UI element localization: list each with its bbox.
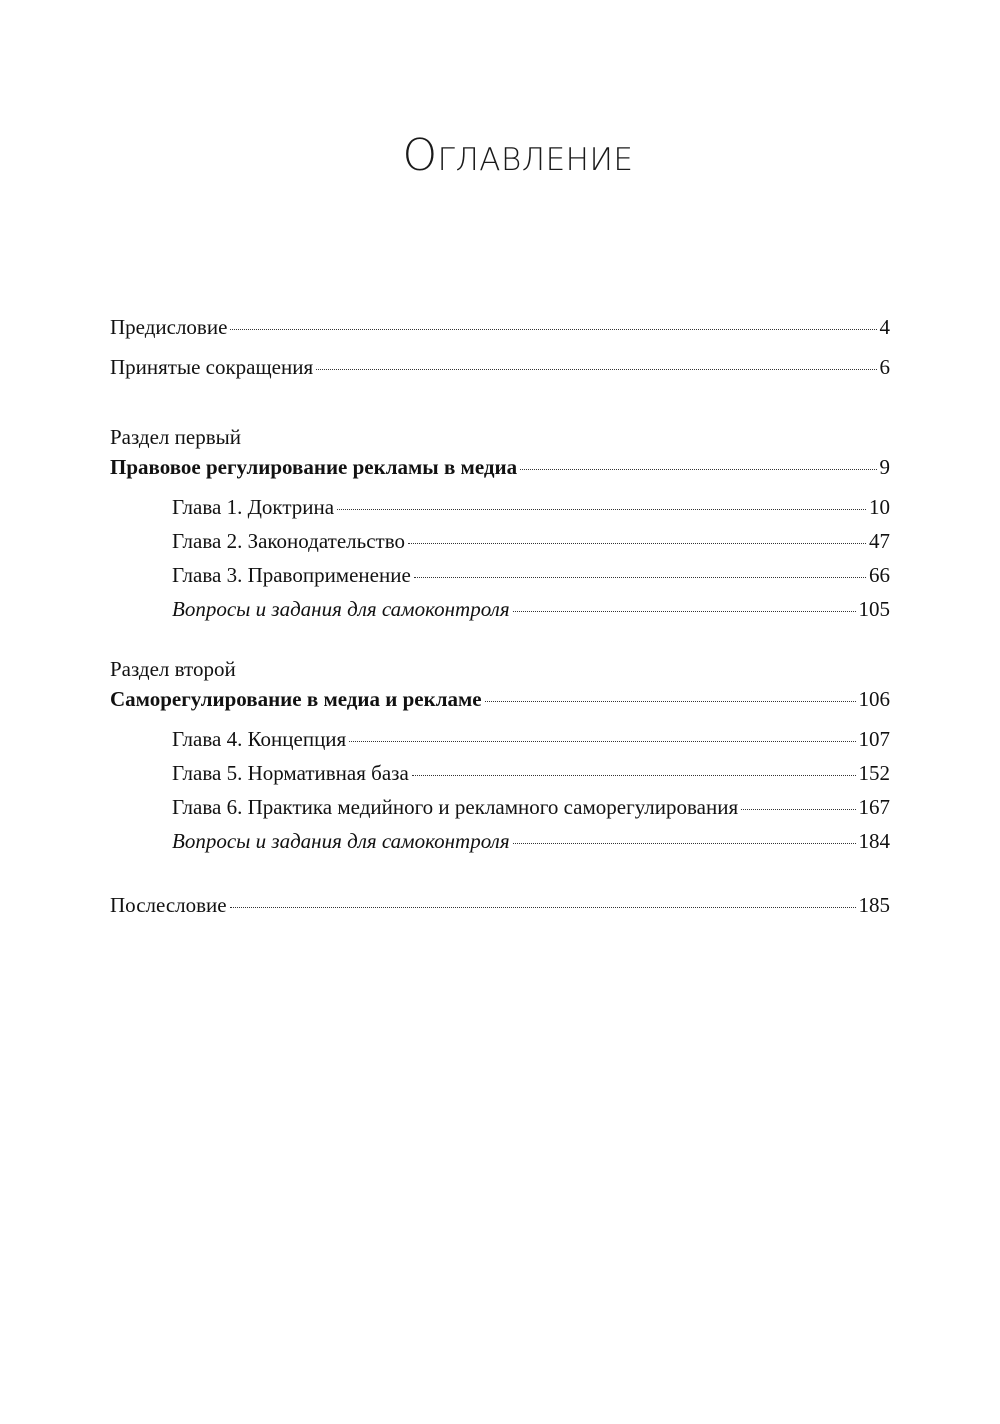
toc-entry-section-2-questions[interactable]: Вопросы и задания для самоконтроля 184 [172,829,890,853]
toc-entry-section-1[interactable]: Правовое регулирование рекламы в медиа 9 [110,455,890,479]
dot-leader [485,701,856,702]
dot-leader [741,809,855,810]
dot-leader [414,577,866,578]
dot-leader [520,469,876,470]
dot-leader [408,543,866,544]
toc-entry-afterword[interactable]: Послесловие 185 [110,893,890,917]
title-rest: ГЛАВЛЕНИЕ [437,142,634,178]
toc-entry-chapter-4[interactable]: Глава 4. Концепция 107 [172,727,890,751]
dot-leader [337,509,866,510]
dot-leader [349,741,855,742]
dot-leader [513,843,856,844]
title-initial: О [402,130,438,181]
toc-entry-chapter-5[interactable]: Глава 5. Нормативная база 152 [172,761,890,785]
dot-leader [513,611,856,612]
toc-entry-chapter-1[interactable]: Глава 1. Доктрина 10 [172,495,890,519]
toc-entry-abbreviations[interactable]: Принятые сокращения 6 [110,355,890,379]
toc-entry-chapter-6[interactable]: Глава 6. Практика медийного и рекламного саморегулирования 167 [172,795,890,819]
dot-leader [230,329,876,330]
dot-leader [316,369,876,370]
toc-entry-section-1-questions[interactable]: Вопросы и задания для самоконтроля 105 [172,597,890,621]
section-2-label: Раздел второй [110,657,236,681]
toc-entry-preface[interactable]: Предисловие 4 [110,315,890,339]
section-1-label: Раздел первый [110,425,241,449]
toc-entry-section-2[interactable]: Саморегулирование в медиа и рекламе 106 [110,687,890,711]
page-title [0,130,1000,181]
dot-leader [412,775,856,776]
dot-leader [230,907,856,908]
toc-entry-chapter-2[interactable]: Глава 2. Законодательство 47 [172,529,890,553]
toc-entry-chapter-3[interactable]: Глава 3. Правоприменение 66 [172,563,890,587]
